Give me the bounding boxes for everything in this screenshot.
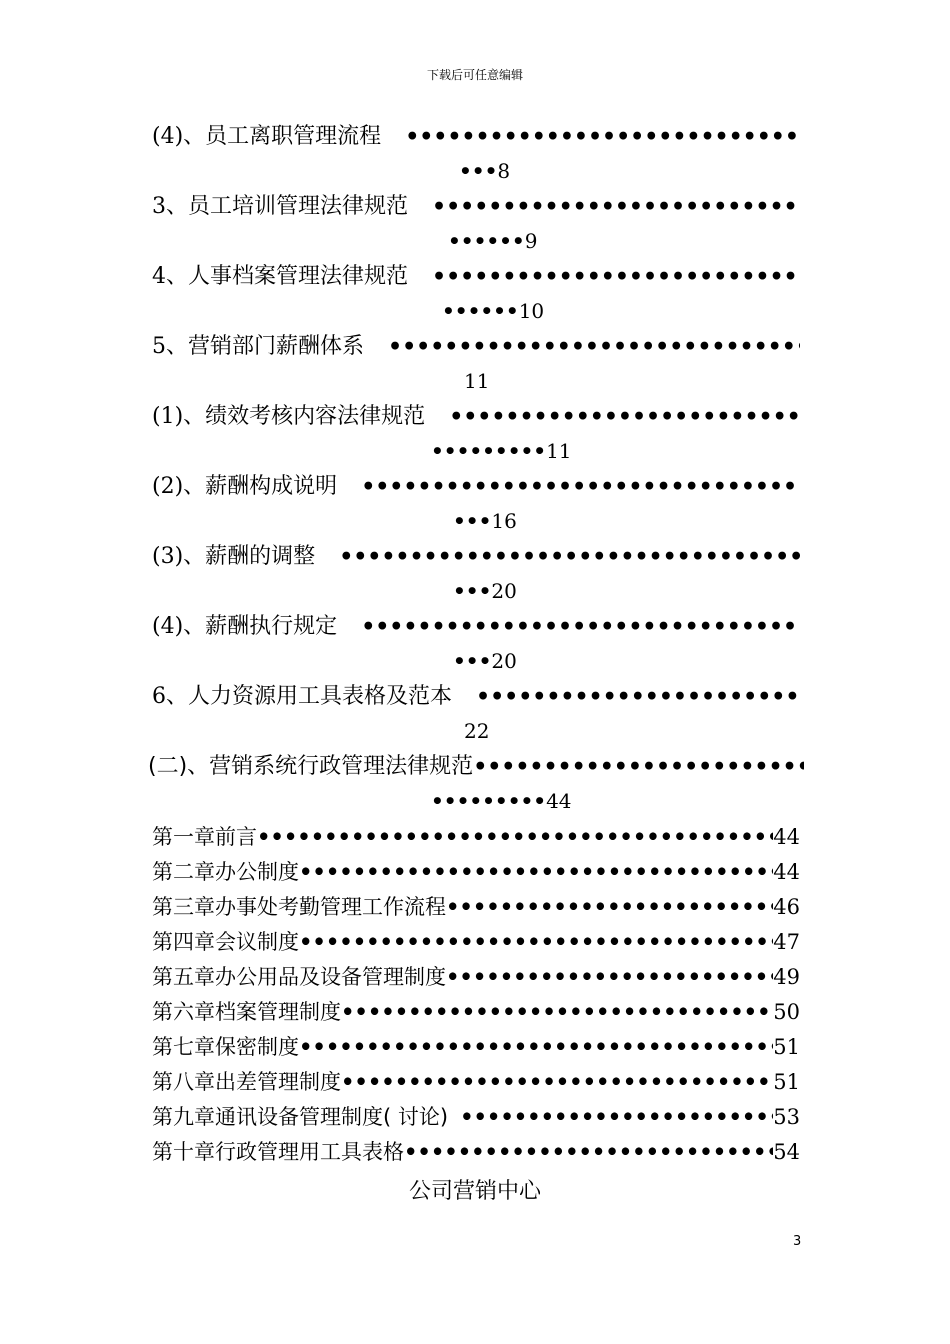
chapter-leader-dots	[299, 1032, 773, 1062]
toc-entry-page-line	[442, 298, 544, 324]
toc-entry-page-line	[464, 368, 489, 394]
toc-entry-number: 5、	[152, 334, 188, 359]
chapter-title: 通讯设备管理制度( 讨论)	[215, 1105, 449, 1129]
toc-leader-continuation: ••••••	[448, 229, 525, 253]
toc-entry-page: 8	[497, 159, 511, 183]
chapter-entry[interactable]	[152, 1137, 800, 1167]
chapter-entry[interactable]	[152, 857, 800, 887]
chapter-leader-dots	[404, 1137, 773, 1167]
toc-leader-dots	[339, 542, 800, 572]
toc-entry[interactable]	[152, 262, 800, 292]
chapter-entry[interactable]	[152, 1032, 800, 1062]
toc-entry[interactable]	[152, 192, 800, 222]
toc-leader-continuation: •••••••••	[431, 439, 547, 463]
chapter-entry[interactable]	[152, 892, 800, 922]
toc-leader-dots	[405, 122, 800, 152]
chapter-leader-dots	[257, 822, 773, 852]
chapter-page: 47	[773, 930, 800, 954]
toc-leader-dots	[432, 192, 800, 222]
toc-entry-title: 人力资源用工具表格及范本	[188, 684, 453, 709]
chapter-leader-dots	[341, 1067, 773, 1097]
toc-entry[interactable]	[152, 612, 800, 642]
chapter-title: 档案管理制度	[215, 1000, 341, 1024]
chapter-page: 44	[773, 825, 800, 849]
chapter-page: 44	[773, 860, 800, 884]
chapter-page: 53	[773, 1105, 800, 1129]
toc-leader-continuation: •••••••••	[431, 789, 547, 813]
toc-entry[interactable]	[152, 332, 800, 362]
toc-entry-number: 4、	[152, 264, 188, 289]
chapter-title: 前言	[215, 825, 257, 849]
chapter-number: 第三章	[152, 895, 215, 919]
toc-leader-dots	[361, 472, 800, 502]
chapter-number: 第一章	[152, 825, 215, 849]
chapter-entry[interactable]	[152, 1102, 800, 1132]
chapter-number: 第七章	[152, 1035, 215, 1059]
chapter-entry[interactable]	[152, 962, 800, 992]
toc-leader-continuation: •••	[453, 579, 492, 603]
toc-entry-page-line	[464, 718, 489, 744]
chapter-entry[interactable]	[152, 822, 800, 852]
toc-entry-page-line	[453, 508, 517, 534]
toc-entry-title: 营销部门薪酬体系	[188, 334, 365, 359]
toc-leader-dots	[432, 262, 800, 292]
toc-leader-dots	[361, 612, 800, 642]
toc-entry-number: (4)、	[152, 614, 206, 639]
toc-entry-page: 10	[518, 299, 545, 323]
chapter-number: 第八章	[152, 1070, 215, 1094]
toc-entry-page-line	[459, 158, 510, 184]
toc-leader-continuation: •••	[459, 159, 498, 183]
toc-entry-page: 11	[464, 369, 490, 393]
chapter-page: 51	[773, 1035, 800, 1059]
toc-entry[interactable]	[152, 682, 800, 712]
page-header: 下载后可任意编辑	[426, 68, 523, 82]
chapter-number: 第六章	[152, 1000, 215, 1024]
chapter-entry[interactable]	[152, 1067, 800, 1097]
chapter-number: 第五章	[152, 965, 215, 989]
toc-entry-title: 员工离职管理流程	[205, 124, 382, 149]
toc-entry-page-line	[453, 648, 517, 674]
page-number: 3	[793, 1234, 802, 1249]
chapter-leader-dots	[446, 892, 773, 922]
toc-entry-page: 16	[491, 509, 517, 533]
toc-entry-title: 人事档案管理法律规范	[188, 264, 409, 289]
chapter-page: 51	[773, 1070, 800, 1094]
toc-entry-page-line	[453, 578, 517, 604]
toc-entry-number: (4)、	[152, 124, 206, 149]
toc-leader-continuation: ••••••	[442, 299, 519, 323]
chapter-page: 54	[773, 1140, 800, 1164]
chapter-title: 办公用品及设备管理制度	[215, 965, 446, 989]
toc-entry-number: 3、	[152, 194, 188, 219]
chapter-page: 50	[773, 1000, 800, 1024]
toc-entry-number: (3)、	[152, 544, 206, 569]
toc-entry-number: (2)、	[152, 474, 206, 499]
toc-entry-page: 22	[464, 719, 490, 743]
toc-entry-page: 44	[546, 789, 572, 813]
toc-entry[interactable]	[152, 122, 800, 152]
toc-entry[interactable]	[148, 752, 804, 782]
toc-entry-title: 薪酬执行规定	[205, 614, 338, 639]
chapter-leader-dots	[299, 927, 773, 957]
toc-entry-title: 薪酬构成说明	[205, 474, 338, 499]
chapter-leader-dots	[446, 962, 773, 992]
toc-entry-number: (二)、	[148, 754, 210, 779]
chapter-title: 办公制度	[215, 860, 299, 884]
toc-leader-continuation: •••	[453, 649, 492, 673]
chapter-number: 第十章	[152, 1140, 215, 1164]
chapter-number: 第四章	[152, 930, 215, 954]
toc-entry[interactable]	[152, 402, 800, 432]
toc-entry[interactable]	[152, 542, 800, 572]
toc-entry-page: 11	[546, 439, 572, 463]
toc-leader-dots	[473, 752, 804, 782]
toc-entry-page: 20	[491, 649, 517, 673]
chapter-title: 会议制度	[215, 930, 299, 954]
toc-leader-dots	[449, 402, 800, 432]
footer-title: 公司营销中心	[408, 1179, 541, 1204]
chapter-leader-dots	[341, 997, 773, 1027]
chapter-title: 保密制度	[215, 1035, 299, 1059]
chapter-page: 49	[773, 965, 800, 989]
toc-entry-page-line	[431, 788, 572, 814]
toc-entry-page-line	[431, 438, 572, 464]
chapter-entry[interactable]	[152, 927, 800, 957]
toc-entry-number: (1)、	[152, 404, 206, 429]
toc-entry-number: 6、	[152, 684, 188, 709]
chapter-number: 第二章	[152, 860, 215, 884]
toc-entry-title: 员工培训管理法律规范	[188, 194, 409, 219]
toc-entry-page: 20	[491, 579, 517, 603]
toc-entry-title: 营销系统行政管理法律规范	[209, 754, 474, 779]
chapter-number: 第九章	[152, 1105, 215, 1129]
chapter-leader-dots	[299, 857, 773, 887]
chapter-title: 办事处考勤管理工作流程	[215, 895, 446, 919]
chapter-entry[interactable]	[152, 997, 800, 1027]
toc-entry-title: 绩效考核内容法律规范	[205, 404, 426, 429]
toc-entry[interactable]	[152, 472, 800, 502]
chapter-title: 出差管理制度	[215, 1070, 341, 1094]
toc-entry-title: 薪酬的调整	[205, 544, 316, 569]
toc-leader-dots	[388, 332, 800, 362]
chapter-leader-dots	[460, 1102, 773, 1132]
toc-leader-continuation: •••	[453, 509, 492, 533]
toc-entry-page-line	[448, 228, 537, 254]
toc-entry-page: 9	[524, 229, 538, 253]
chapter-page: 46	[773, 895, 800, 919]
chapter-title: 行政管理用工具表格	[215, 1140, 404, 1164]
toc-leader-dots	[476, 682, 800, 712]
